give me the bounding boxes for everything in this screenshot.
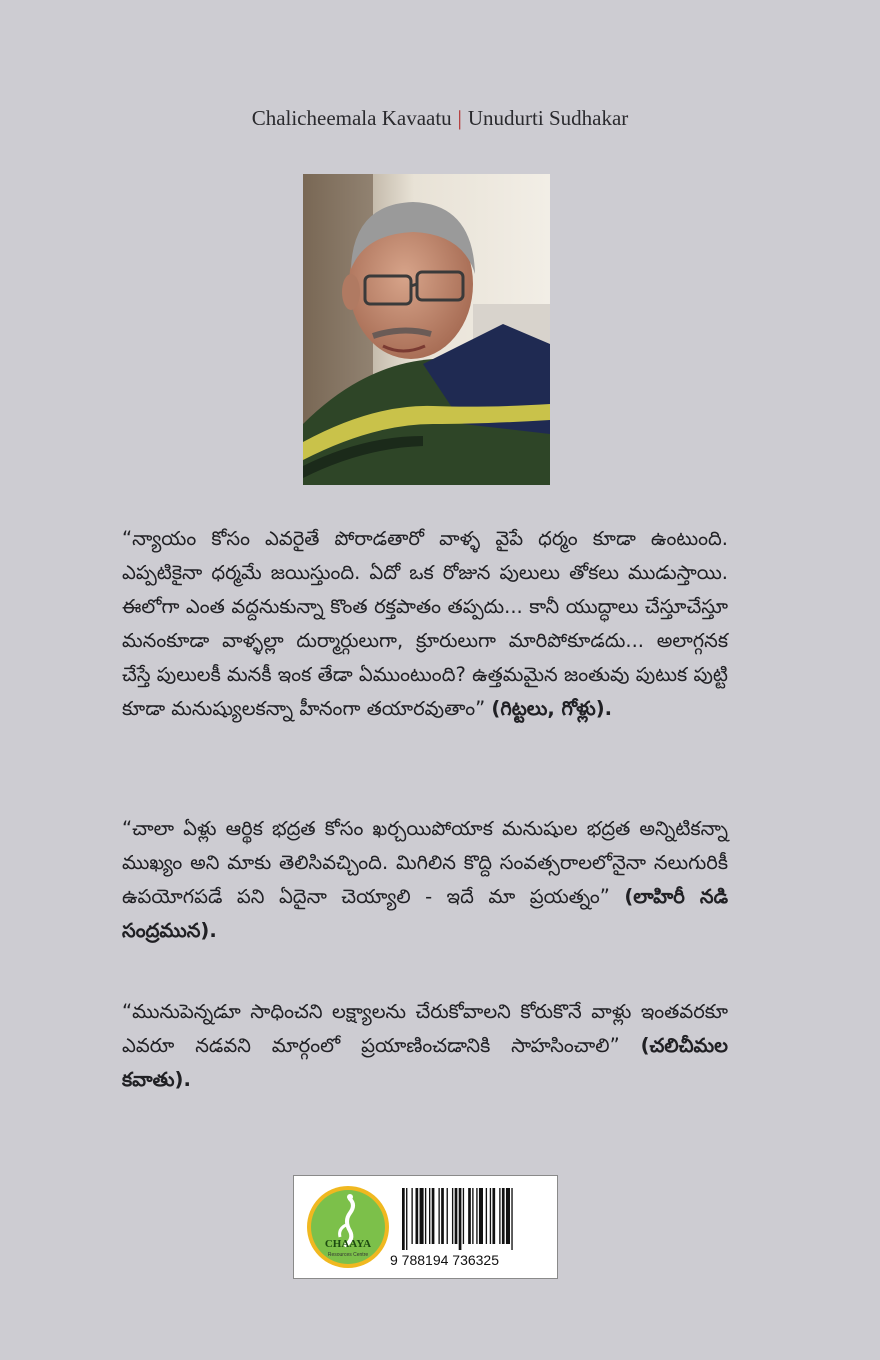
barcode-bar — [459, 1188, 462, 1250]
barcode-bar — [472, 1188, 473, 1244]
barcode-bar — [511, 1188, 512, 1250]
isbn-panel — [293, 1175, 558, 1279]
barcode-bar — [438, 1188, 439, 1244]
quote-3-text: “మునుపెన్నడూ సాధించని లక్ష్యాలను చేరుకోవాలని కోరుకొనే వాళ్లు ఇంతవరకూ ఎవరూ నడవని మార్గంలో ప్రయాణించడానికి సాహసించాలి” — [122, 1000, 728, 1057]
barcode-bar — [468, 1188, 471, 1244]
barcode-bar — [432, 1188, 435, 1244]
quote-1-text: “న్యాయం కోసం ఎవరైతే పోరాడతారో వాళ్ళ వైపే ధర్మం కూడా ఉంటుంది. ఎప్పటికైనా ధర్మమే జయిస్తుంది. ఏదో ఒక రోజున పులులు తోకలు ముడుస్తాయి. ఈలోగా ఎంత వద్దనుకున్నా కొంత రక్తపాతం తప్పదు... కానీ యుద్ధాలు చేస్తూచేస్తూ మనంకూడా వాళ్ళల్లా దుర్మార్గులుగా, క్రూరులుగా మారిపోకూడదు... అలాగ్గనక చేస్తే పులులకీ మనకీ ఇంక తేడా ఏముంటుంది? ఉత్తమమైన జంతువు పుటుక పుట్టి కూడా మనుష్యులకన్నా హీనంగా తయారవుతాం” — [122, 527, 728, 720]
barcode-bar — [476, 1188, 477, 1244]
publisher-name: CHAAYA — [324, 1238, 372, 1250]
barcode-bar — [411, 1188, 412, 1244]
barcode-bar — [429, 1188, 430, 1244]
book-header — [0, 106, 880, 131]
barcode-bar — [479, 1188, 483, 1244]
barcode-bar — [452, 1188, 453, 1244]
barcode-bar — [502, 1188, 505, 1244]
barcode-bar — [406, 1188, 407, 1250]
quote-2 — [122, 812, 728, 948]
header-separator: | — [457, 106, 462, 130]
barcode-bar — [463, 1188, 464, 1244]
barcode — [402, 1188, 547, 1250]
barcode-bar — [499, 1188, 500, 1244]
barcode-bar — [441, 1188, 444, 1244]
barcode-bar — [455, 1188, 458, 1244]
barcode-bar — [447, 1188, 448, 1244]
isbn-number: 9 788194 736325 — [390, 1252, 499, 1268]
author-photo — [303, 174, 550, 485]
quote-3-source: (చలిచీమల కవాతు). — [122, 1034, 728, 1091]
barcode-bar — [506, 1188, 510, 1244]
barcode-bar — [492, 1188, 495, 1244]
barcode-bar — [416, 1188, 419, 1244]
quote-2-source: (లాహిరీ నడి సంద్రమున). — [122, 885, 728, 942]
publisher-tagline: Resources Centre — [327, 1252, 369, 1258]
barcode-bar — [420, 1188, 424, 1244]
barcode-bar — [486, 1188, 487, 1244]
book-title: Chalicheemala Kavaatu — [251, 106, 452, 130]
barcode-bar — [490, 1188, 491, 1244]
barcode-bar — [402, 1188, 405, 1250]
barcode-bar — [425, 1188, 426, 1244]
quote-2-text: “చాలా ఏళ్లు ఆర్థిక భద్రత కోసం ఖర్చయిపోయాక మనుషుల భద్రత అన్నిటికన్నా ముఖ్యం అని మాకు తెలిసివచ్చింది. మిగిలిన కొద్ది సంవత్సరాలలోనైనా నలుగురికీ ఉపయోగపడే పని ఏదైనా చెయ్యాలి - ఇదే మా ప్రయత్నం” — [122, 817, 728, 908]
quote-1-source: (గిట్టలు, గోళ్లు). — [491, 697, 613, 720]
author-name: Unudurti Sudhakar — [467, 106, 629, 130]
quote-1 — [122, 522, 728, 726]
quote-3 — [122, 995, 728, 1097]
